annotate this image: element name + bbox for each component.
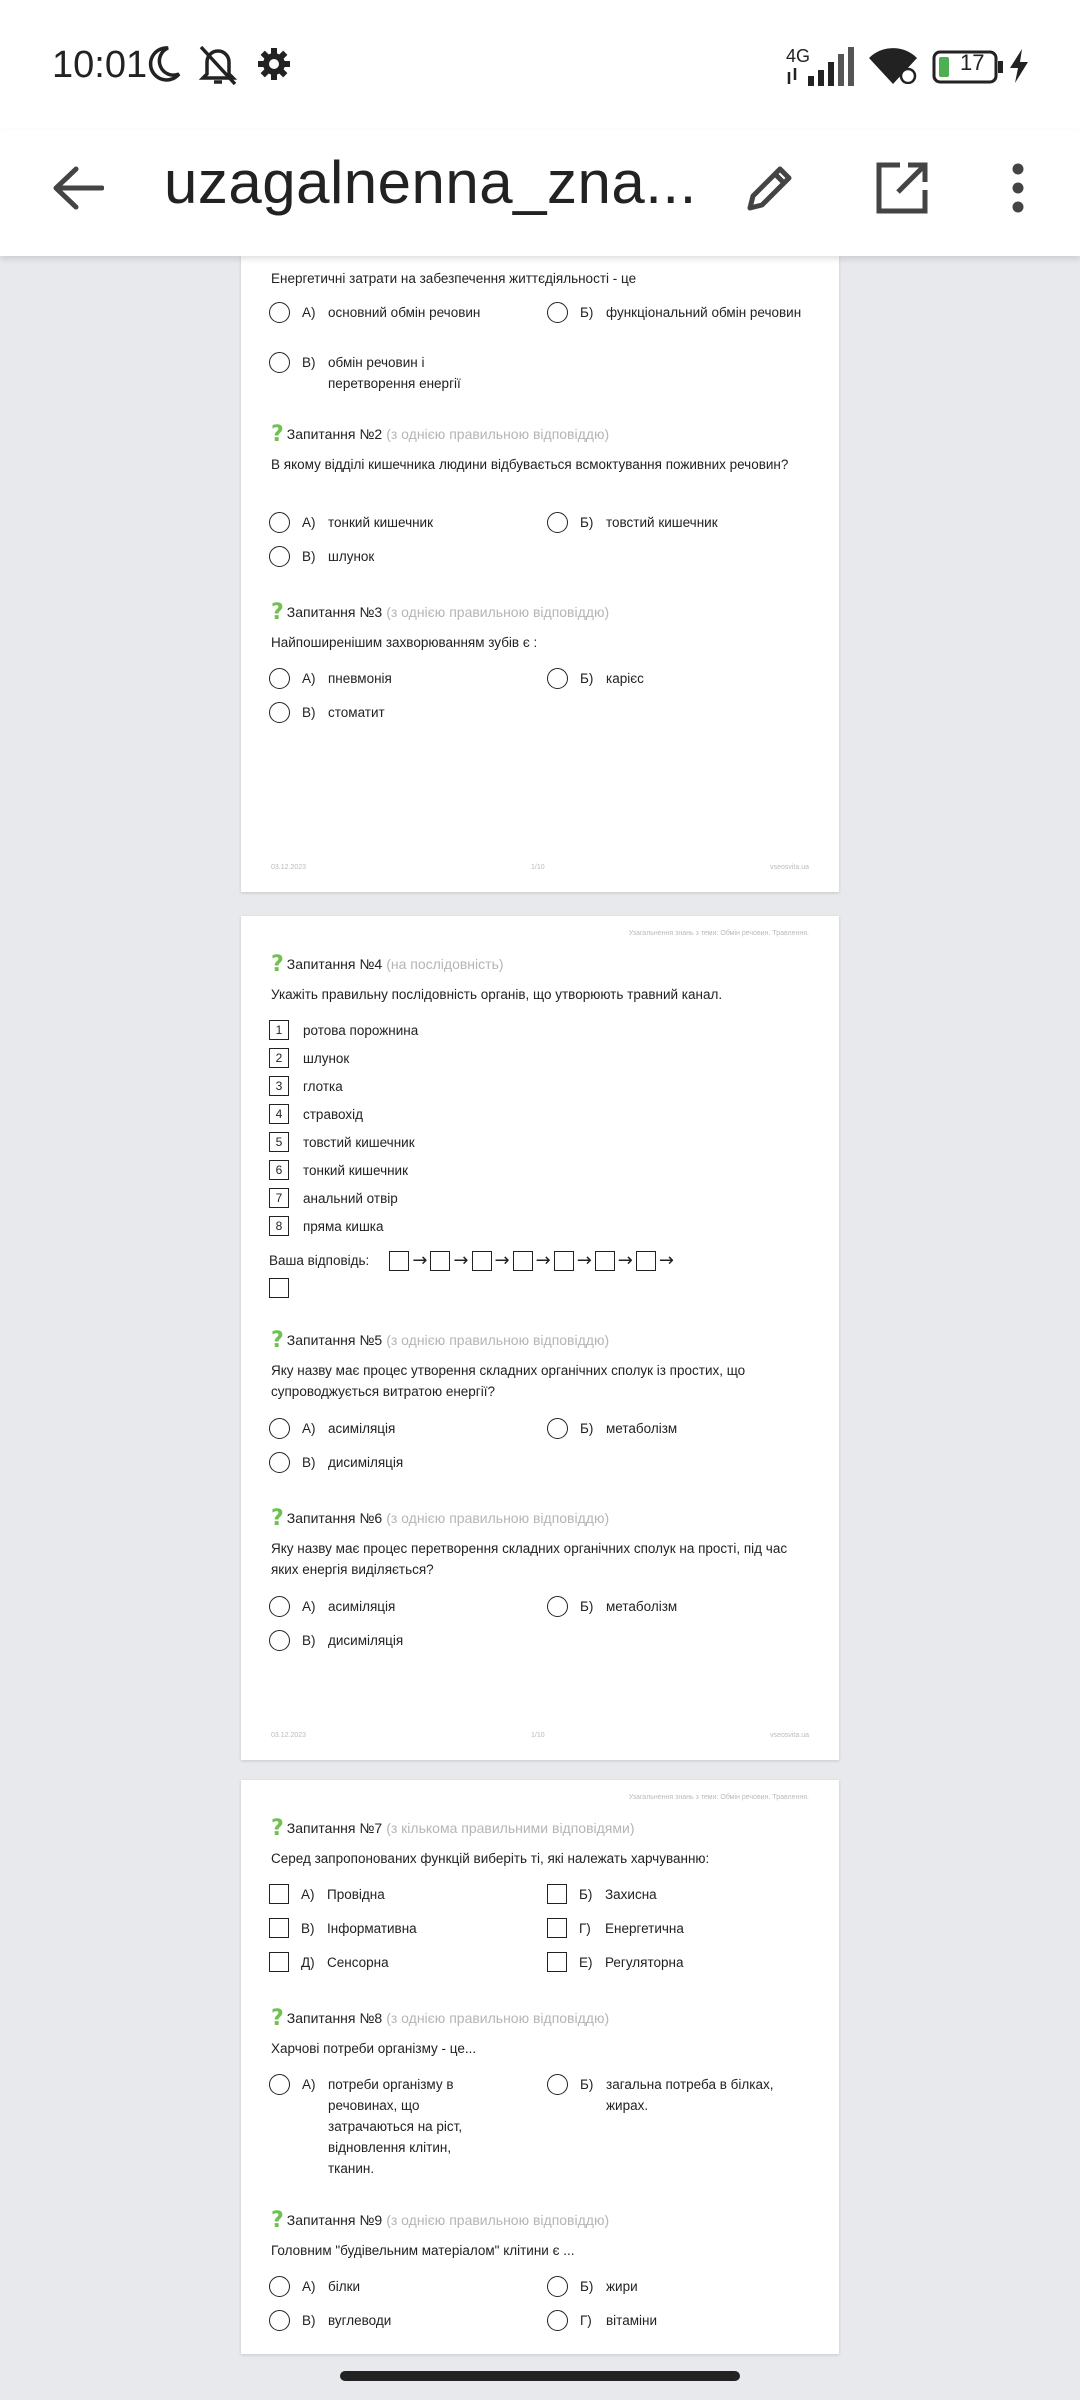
back-arrow-icon xyxy=(52,166,104,215)
radio-button[interactable] xyxy=(269,352,290,373)
charging-icon xyxy=(1008,48,1030,89)
q5-option-c[interactable]: В) дисиміляція xyxy=(269,1452,529,1473)
answer-label: Ваша відповідь: xyxy=(269,1253,370,1268)
q1-option-c[interactable]: В) обмін речовин і перетворення енергії xyxy=(269,352,497,394)
pdf-page-3 xyxy=(241,1780,839,2354)
answer-box[interactable] xyxy=(389,1251,409,1271)
question-7-title: ? Запитання №7 (з кількома правильними відповідями) xyxy=(271,1815,635,1841)
sequence-item: 7 анальний отвір xyxy=(269,1188,398,1208)
answer-box[interactable] xyxy=(430,1251,450,1271)
answer-box[interactable] xyxy=(513,1251,533,1271)
radio-button[interactable] xyxy=(269,2276,290,2297)
q7-option-f[interactable]: Е) Регуляторна xyxy=(547,1952,807,1973)
q7-option-d[interactable]: Г) Енергетична xyxy=(547,1918,807,1939)
q6-option-c[interactable]: В) дисиміляція xyxy=(269,1630,529,1651)
question-6 xyxy=(271,1506,811,1580)
q2-option-c[interactable]: В) шлунок xyxy=(269,546,529,567)
radio-button[interactable] xyxy=(269,1418,290,1439)
q5-option-b[interactable]: Б) метаболізм xyxy=(547,1418,807,1439)
sequence-item: 6 тонкий кишечник xyxy=(269,1160,408,1180)
q9-option-d[interactable]: Г) вітаміни xyxy=(547,2310,807,2331)
radio-button[interactable] xyxy=(547,1596,568,1617)
question-2-title: ? Запитання №2 (з однією правильною відповіддю) xyxy=(271,421,610,447)
arrow-icon: → xyxy=(535,1250,551,1271)
radio-button[interactable] xyxy=(269,2074,290,2095)
battery-level: 17 xyxy=(960,50,985,75)
pdf-page-2 xyxy=(241,916,839,1760)
radio-button[interactable] xyxy=(547,1418,568,1439)
checkbox[interactable] xyxy=(547,1952,567,1972)
app-bar xyxy=(0,130,1080,256)
q9-option-b[interactable]: Б) жири xyxy=(547,2276,807,2297)
question-mark-icon: ? xyxy=(271,2005,284,2031)
q7-option-e[interactable]: Д) Сенсорна xyxy=(269,1952,529,1973)
answer-box[interactable] xyxy=(472,1251,492,1271)
question-mark-icon: ? xyxy=(271,951,284,977)
question-mark-icon: ? xyxy=(271,421,284,447)
question-6-title: ? Запитання №6 (з однією правильною відповіддю) xyxy=(271,1505,610,1531)
question-5-title: ? Запитання №5 (з однією правильною відповіддю) xyxy=(271,1327,610,1353)
arrow-icon: → xyxy=(576,1250,592,1271)
radio-button[interactable] xyxy=(269,2310,290,2331)
more-options-button[interactable] xyxy=(978,150,1058,230)
radio-button[interactable] xyxy=(269,546,290,567)
answer-box[interactable] xyxy=(269,1278,289,1298)
wifi-icon xyxy=(866,46,920,89)
arrow-icon: → xyxy=(494,1250,510,1271)
checkbox[interactable] xyxy=(547,1884,567,1904)
question-2-text: В якому відділі кишечника людини відбувається всмоктування поживних речовин? xyxy=(271,457,789,472)
question-9-title: ? Запитання №9 (з однією правильною відповіддю) xyxy=(271,2207,610,2233)
page-footer: 03.12.2023 1/10 vseosvita.ua xyxy=(271,864,809,871)
q9-option-a[interactable]: А) білки xyxy=(269,2276,529,2297)
page-header: Узагальнення знань з теми: Обмін речовин. Травлення. xyxy=(628,1794,809,1801)
question-5 xyxy=(271,1328,811,1402)
arrow-icon: → xyxy=(658,1250,674,1271)
radio-button[interactable] xyxy=(269,1596,290,1617)
page-header: Узагальнення знань з теми: Обмін речовин. Травлення. xyxy=(628,930,809,937)
question-mark-icon: ? xyxy=(271,2207,284,2233)
q3-option-c[interactable]: В) стоматит xyxy=(269,702,529,723)
question-7 xyxy=(271,1816,811,1869)
question-3 xyxy=(271,600,811,653)
sequence-item: 1 ротова порожнина xyxy=(269,1020,418,1040)
gear-icon xyxy=(256,46,292,87)
page-footer: 03.12.2023 1/10 vseosvita.ua xyxy=(271,1732,809,1739)
radio-button[interactable] xyxy=(269,512,290,533)
q9-option-c[interactable]: В) вуглеводи xyxy=(269,2310,529,2331)
radio-button[interactable] xyxy=(269,668,290,689)
network-type: 4G xyxy=(786,46,811,66)
q7-option-b[interactable]: Б) Захисна xyxy=(547,1884,807,1905)
open-external-button[interactable] xyxy=(862,150,942,230)
question-3-title: ? Запитання №3 (з однією правильною відповіддю) xyxy=(271,599,610,625)
question-2 xyxy=(271,422,811,475)
question-5-text: Яку назву має процес утворення складних органічних сполук із простих, що супроводжується витратою енергії? xyxy=(271,1363,746,1399)
question-4 xyxy=(271,952,811,1005)
q2-option-a[interactable]: А) тонкий кишечник xyxy=(269,512,529,533)
q6-option-a[interactable]: А) асиміляція xyxy=(269,1596,529,1617)
radio-button[interactable] xyxy=(269,302,290,323)
sequence-item: 3 глотка xyxy=(269,1076,343,1096)
more-vert-icon xyxy=(1010,162,1026,219)
question-4-title: ? Запитання №4 (на послідовність) xyxy=(271,951,504,977)
q3-option-b[interactable]: Б) карієс xyxy=(547,668,807,689)
arrow-icon: → xyxy=(453,1250,469,1271)
moon-icon xyxy=(146,44,182,89)
arrow-icon: → xyxy=(617,1250,633,1271)
question-9-text: Головним "будівельним матеріалом" клітини є ... xyxy=(271,2243,575,2258)
question-9 xyxy=(271,2208,811,2261)
back-button[interactable] xyxy=(38,150,118,230)
sequence-item: 4 стравохід xyxy=(269,1104,363,1124)
radio-button[interactable] xyxy=(547,302,568,323)
question-mark-icon: ? xyxy=(271,1327,284,1353)
radio-button[interactable] xyxy=(547,512,568,533)
pdf-page-1 xyxy=(241,256,839,892)
checkbox[interactable] xyxy=(269,1884,289,1904)
question-1-text: Енергетичні затрати на забезпечення життєдіяльності - це xyxy=(271,271,637,286)
question-6-text: Яку назву має процес перетворення складних органічних сполук на прості, під час яких енергія виділяється? xyxy=(271,1541,788,1577)
radio-button[interactable] xyxy=(547,2276,568,2297)
radio-button[interactable] xyxy=(269,1452,290,1473)
sequence-item: 8 пряма кишка xyxy=(269,1216,384,1236)
q1-option-a[interactable]: А) основний обмін речовин xyxy=(269,302,529,323)
q7-option-c[interactable]: В) Інформативна xyxy=(269,1918,529,1939)
radio-button[interactable] xyxy=(547,2310,568,2331)
question-8-text: Харчові потреби організму - це... xyxy=(271,2041,477,2056)
question-8-title: ? Запитання №8 (з однією правильною відповіддю) xyxy=(271,2005,610,2031)
q6-option-b[interactable]: Б) метаболізм xyxy=(547,1596,807,1617)
checkbox[interactable] xyxy=(269,1918,289,1938)
radio-button[interactable] xyxy=(269,1630,290,1651)
radio-button[interactable] xyxy=(547,2074,568,2095)
q1-option-b[interactable]: Б) функціональний обмін речовин xyxy=(547,302,807,323)
edit-pencil-icon xyxy=(742,160,798,221)
home-indicator[interactable] xyxy=(340,2371,740,2381)
status-time: 10:01 xyxy=(52,44,148,86)
question-8 xyxy=(271,2006,811,2059)
status-bar xyxy=(0,0,1080,130)
question-mark-icon: ? xyxy=(271,1505,284,1531)
question-1 xyxy=(271,268,811,289)
checkbox[interactable] xyxy=(269,1952,289,1972)
sequence-answer-row xyxy=(269,1250,677,1271)
radio-button[interactable] xyxy=(547,668,568,689)
checkbox[interactable] xyxy=(547,1918,567,1938)
q3-option-a[interactable]: А) пневмонія xyxy=(269,668,529,689)
answer-box[interactable] xyxy=(554,1251,574,1271)
q7-option-a[interactable]: А) Провідна xyxy=(269,1884,529,1905)
mute-bell-icon xyxy=(195,44,241,91)
edit-button[interactable] xyxy=(730,150,810,230)
signal-icon xyxy=(786,46,856,91)
question-mark-icon: ? xyxy=(271,1815,284,1841)
q8-option-b[interactable]: Б) загальна потреба в білках, жирах. xyxy=(547,2074,775,2116)
q2-option-b[interactable]: Б) товстий кишечник xyxy=(547,512,807,533)
open-external-icon xyxy=(874,160,930,221)
question-3-text: Найпоширенішим захворюванням зубів є : xyxy=(271,635,538,650)
q8-option-a[interactable]: А) потреби організму в речовинах, що затрачаються на ріст, відновлення клітин, тканин. xyxy=(269,2074,497,2179)
arrow-icon: → xyxy=(412,1250,428,1271)
q5-option-a[interactable]: А) асиміляція xyxy=(269,1418,529,1439)
radio-button[interactable] xyxy=(269,702,290,723)
question-mark-icon: ? xyxy=(271,599,284,625)
sequence-item: 5 товстий кишечник xyxy=(269,1132,415,1152)
sequence-item: 2 шлунок xyxy=(269,1048,349,1068)
question-7-text: Серед запропонованих функцій виберіть ті, які належать харчуванню: xyxy=(271,1851,710,1866)
document-title: uzagalnenna_zna... xyxy=(164,149,697,216)
question-4-text: Укажіть правильну послідовність органів, що утворюють травний канал. xyxy=(271,987,723,1002)
answer-box[interactable] xyxy=(636,1251,656,1271)
answer-box[interactable] xyxy=(595,1251,615,1271)
